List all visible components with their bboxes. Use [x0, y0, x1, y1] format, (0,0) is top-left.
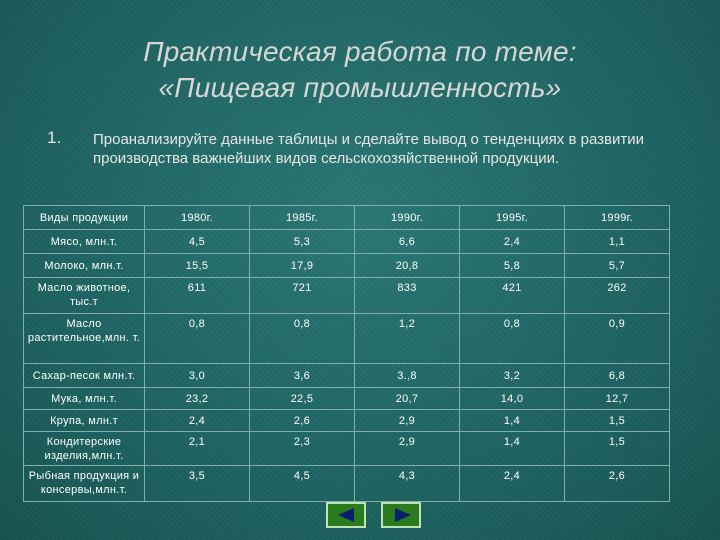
table-cell: 1,4 — [460, 432, 565, 466]
row-label: Мясо, млн.т. — [24, 230, 145, 254]
table-cell: 1,5 — [565, 432, 670, 466]
table-cell: 6,6 — [355, 230, 460, 254]
table-row — [24, 410, 670, 432]
table-cell: 12,7 — [565, 388, 670, 410]
header-cell-1980: 1980г. — [145, 206, 250, 230]
previous-slide-button[interactable] — [326, 502, 366, 528]
table-row — [24, 230, 670, 254]
table-cell: 2,4 — [460, 466, 565, 502]
table-cell: 2,9 — [355, 410, 460, 432]
table-cell: 22,5 — [250, 388, 355, 410]
table-row — [24, 364, 670, 388]
row-label: Кондитерские изделия,млн.т. — [24, 432, 145, 466]
table-cell: 23,2 — [145, 388, 250, 410]
triangle-right-icon — [395, 508, 411, 522]
table-cell: 3,0 — [145, 364, 250, 388]
table-row — [24, 254, 670, 278]
table-cell: 721 — [250, 278, 355, 314]
table-cell: 5,7 — [565, 254, 670, 278]
table-cell: 2,3 — [250, 432, 355, 466]
task-text: Проанализируйте данные таблицы и сделайте вывод о тенденциях в развитии производства важнейших видов сельскохозяйственной продукции. — [93, 131, 644, 167]
table-cell: 262 — [565, 278, 670, 314]
table-cell: 2,4 — [460, 230, 565, 254]
table-cell: 2,6 — [565, 466, 670, 502]
table-cell: 2,1 — [145, 432, 250, 466]
table-cell: 5,3 — [250, 230, 355, 254]
table-cell: 6,8 — [565, 364, 670, 388]
header-cell-1995: 1995г. — [460, 206, 565, 230]
table-cell: 1,4 — [460, 410, 565, 432]
title-line-2: «Пищевая промышленность» — [158, 72, 562, 103]
row-label: Рыбная продукция и консервы,млн.т. — [24, 466, 145, 502]
table-row — [24, 388, 670, 410]
table-cell: 1,5 — [565, 410, 670, 432]
table-cell: 20,7 — [355, 388, 460, 410]
table-cell: 20,8 — [355, 254, 460, 278]
header-cell-1985: 1985г. — [250, 206, 355, 230]
table-cell: 4,3 — [355, 466, 460, 502]
table-cell: 0,9 — [565, 314, 670, 364]
table-cell: 0,8 — [460, 314, 565, 364]
row-label: Молоко, млн.т. — [24, 254, 145, 278]
table-cell: 3,6 — [250, 364, 355, 388]
table-cell: 2,4 — [145, 410, 250, 432]
row-label: Масло животное, тыс.т — [24, 278, 145, 314]
row-label: Масло растительное,млн. т. — [24, 314, 145, 364]
title-line-1: Практическая работа по теме: — [143, 36, 577, 67]
table-cell: 0,8 — [145, 314, 250, 364]
table-cell: 15,5 — [145, 254, 250, 278]
table-cell: 4,5 — [145, 230, 250, 254]
table-row — [24, 432, 670, 466]
triangle-left-icon — [338, 508, 354, 522]
table-cell: 2,6 — [250, 410, 355, 432]
table-cell: 17,9 — [250, 254, 355, 278]
table-cell: 421 — [460, 278, 565, 314]
row-label: Крупа, млн.т — [24, 410, 145, 432]
table-row — [24, 466, 670, 502]
next-slide-button[interactable] — [381, 502, 421, 528]
table-cell: 4,5 — [250, 466, 355, 502]
header-cell-1999: 1999г. — [565, 206, 670, 230]
table-cell: 14,0 — [460, 388, 565, 410]
table-cell: 5,8 — [460, 254, 565, 278]
task-number: 1. — [47, 128, 62, 147]
header-cell-products: Виды продукции — [24, 206, 145, 230]
table-cell: 0,8 — [250, 314, 355, 364]
row-label: Сахар-песок млн.т. — [24, 364, 145, 388]
production-table — [23, 205, 670, 502]
table-header-row — [24, 206, 670, 230]
table-cell: 833 — [355, 278, 460, 314]
header-cell-1990: 1990г. — [355, 206, 460, 230]
table-row — [24, 278, 670, 314]
table-cell: 3,2 — [460, 364, 565, 388]
table-cell: 1,2 — [355, 314, 460, 364]
slide-title — [20, 34, 700, 106]
table-row — [24, 314, 670, 364]
table-cell: 3.,8 — [355, 364, 460, 388]
table-cell: 3,5 — [145, 466, 250, 502]
table-cell: 1,1 — [565, 230, 670, 254]
table-cell: 611 — [145, 278, 250, 314]
row-label: Мука, млн.т. — [24, 388, 145, 410]
table-cell: 2,9 — [355, 432, 460, 466]
